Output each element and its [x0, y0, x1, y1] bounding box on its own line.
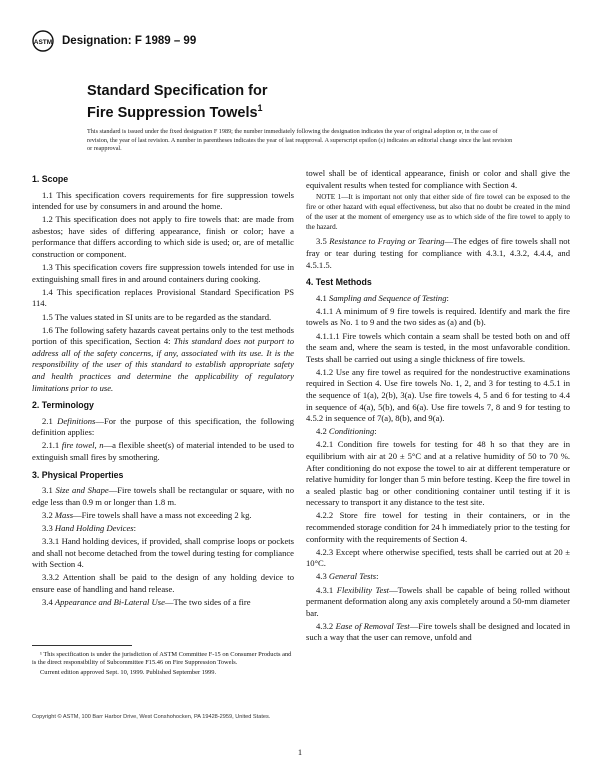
- standard-notice: This standard is issued under the fixed designation F 1989; the number immediately following the designation indicates the year of original adoption or, in the case of revision, the year of last revision. A number in parentheses indicates the year of last reapproval. A superscript epsilon (ε) indicates an editorial change since the last revision or reapproval.: [87, 128, 513, 152]
- title-footnote-marker: 1: [257, 103, 263, 113]
- paragraph: 4.2.1 Condition fire towels for testing for 48 h so that they are in equilibrium with air at 20 ± 5°C and at a relative humidity of 50 to 70 %. After conditioning do not expose the towel to air at different temperature or relative humidity for longer than 5 min before testing. Keep the fire towel in a sealed plastic bag or other conditioning container until testing if it is necessary to transport it any distance to the test site.: [306, 439, 570, 508]
- page-title: [87, 83, 267, 122]
- paragraph: 2.1.1 fire towel, n—a flexible sheet(s) of material intended to be used to extinguish small fires by smothering.: [32, 440, 294, 463]
- svg-text:ASTM: ASTM: [33, 39, 53, 46]
- footnote: Current edition approved Sept. 10, 1999. Published September 1999.: [40, 669, 217, 677]
- paragraph: 4.2.2 Store fire towel for testing in their containers, or in the recommended storage condition for 24 h immediately prior to the testing for conformity with the requirements of Section 4.: [306, 510, 570, 544]
- paragraph: 3.3.1 Hand holding devices, if provided, shall comprise loops or pockets and shall not become detached from the towel during testing for compliance with Section 4.: [32, 536, 294, 570]
- astm-logo-icon: [32, 30, 54, 52]
- paragraph: 3.1 Size and Shape—Fire towels shall be rectangular or square, with no edge less than 0.9 m or longer than 1.8 m.: [32, 485, 294, 507]
- paragraph: 3.3.2 Attention shall be paid to the design of any holding device to ensure ease of handling and hand release.: [32, 572, 294, 594]
- left-column: [32, 168, 294, 610]
- paragraph: 1.5 The values stated in SI units are to be regarded as the standard.: [42, 311, 272, 322]
- paragraph: 4.1 Sampling and Sequence of Testing:: [316, 292, 449, 303]
- paragraph: towel shall be of identical appearance, finish or color and shall give the equivalent results when tested for compliance with Section 4.: [306, 168, 570, 190]
- document-header: [32, 30, 196, 52]
- section-heading: 1. Scope: [32, 174, 69, 184]
- paragraph: 4.2 Conditioning:: [316, 426, 377, 437]
- section-heading: 2. Terminology: [32, 400, 94, 411]
- right-column: [306, 168, 570, 645]
- paragraph: 2.1 Definitions—For the purpose of this specification, the following definition applies:: [32, 415, 295, 438]
- paragraph: 4.1.2 Use any fire towel as required for the nondestructive examinations required in Section 4. Use fire towels No. 1, 2, and 3 for testing to 4.5.1 in the sequence of 1(a), 2(b), 3(a). Use fire towels 4, 5 and 6 for testing to 4.4 in sequence of 4(a), 5(b), and 6(a). Use fire towels 7, 8 and 9 for testing to 4.5.2 in sequence of 7(a), 8(b), and 9(a).: [306, 366, 570, 424]
- paragraph: 3.5 Resistance to Fraying or Tearing—The edges of fire towels shall not fray or tear during testing for compliance with 4.3.1, 4.3.2, 4.4.4, and 4.5.1.5.: [306, 236, 570, 270]
- paragraph: 1.1 This specification covers requirements for fire suppression towels intended for use by consumers in and around the home.: [32, 189, 294, 212]
- paragraph: 4.3.2 Ease of Removal Test—Fire towels shall be designed and located in such a way that the user can remove, unfold and: [306, 620, 571, 643]
- paragraph: 1.4 This specification replaces Provisional Standard Specification PS 114.: [32, 286, 294, 309]
- title-line-2: Fire Suppression Towels$^1$: [87, 103, 263, 121]
- paragraph: 3.4 Appearance and Bi-Lateral Use—The two sides of a fire: [42, 597, 251, 608]
- copyright-line: Copyright © ASTM, 100 Barr Harbor Drive, West Conshohocken, PA 19428-2959, United States.: [32, 714, 271, 720]
- paragraph: 3.2 Mass—Fire towels shall have a mass not exceeding 2 kg.: [42, 509, 252, 520]
- paragraph: 4.3 General Tests:: [316, 571, 379, 582]
- paragraph: 3.3 Hand Holding Devices:: [42, 523, 137, 534]
- page-number: 1: [297, 747, 303, 757]
- footnote-divider: [32, 645, 132, 646]
- section-heading: 3. Physical Properties: [32, 469, 124, 480]
- title-line-1: Standard Specification for: [87, 83, 268, 99]
- designation: Designation: F 1989 – 99: [62, 35, 197, 47]
- paragraph: 1.6 The following safety hazards caveat pertains only to the test methods portion of this specification, Section 4: This standard does not purport to address all of the safety concerns, if any, associated with its use. It is the responsibility of the user of this standard to establish appropriate safety and health practices and determine the applicability of regulatory limitations prior to use.: [32, 324, 294, 393]
- note: NOTE 1—It is important not only that either side of fire towel can be exposed to the fire or other hazard with equal effectiveness, but also that no doubt be created in the mind of the user at the moment of emergency use as to which side of the fire towel to apply to the hazard.: [306, 193, 570, 231]
- section-heading: 4. Test Methods: [306, 277, 372, 288]
- footnotes: [32, 651, 294, 679]
- paragraph: 4.3.1 Flexibility Test—Towels shall be capable of being rolled without permanent deformation along any axis completely around a 50-mm diameter bar.: [306, 584, 571, 618]
- paragraph: 1.3 This specification covers fire suppression towels intended for use in extinguishing small fires in and around containers during cooking.: [32, 262, 294, 284]
- paragraph: 4.2.3 Except where otherwise specified, tests shall be carried out at 20 ± 10°C.: [306, 546, 570, 569]
- paragraph: 4.1.1.1 Fire towels which contain a seam shall be tested both on and off the seam and, where the seam is tested, in the most unfavorable condition. Tests shall be carried out using a single thickness of fire towels.: [306, 330, 570, 364]
- paragraph: 4.1.1 A minimum of 9 fire towels is required. Identify and mark the fire towels as No. 1 to 9 and the two sides as (a) and (b).: [306, 305, 570, 328]
- footnote: ¹ This specification is under the jurisdiction of ASTM Committee F-15 on Consumer Products and is the direct responsibility of Subcommittee F15.46 on Fire Suppression Towels.: [32, 651, 292, 667]
- paragraph: 1.2 This specification does not apply to fire towels that: are made from asbestos; have sides of differing appearance, finish or color; have a performance that differs according to which side is used; or, are of metallic construction or component.: [32, 214, 294, 260]
